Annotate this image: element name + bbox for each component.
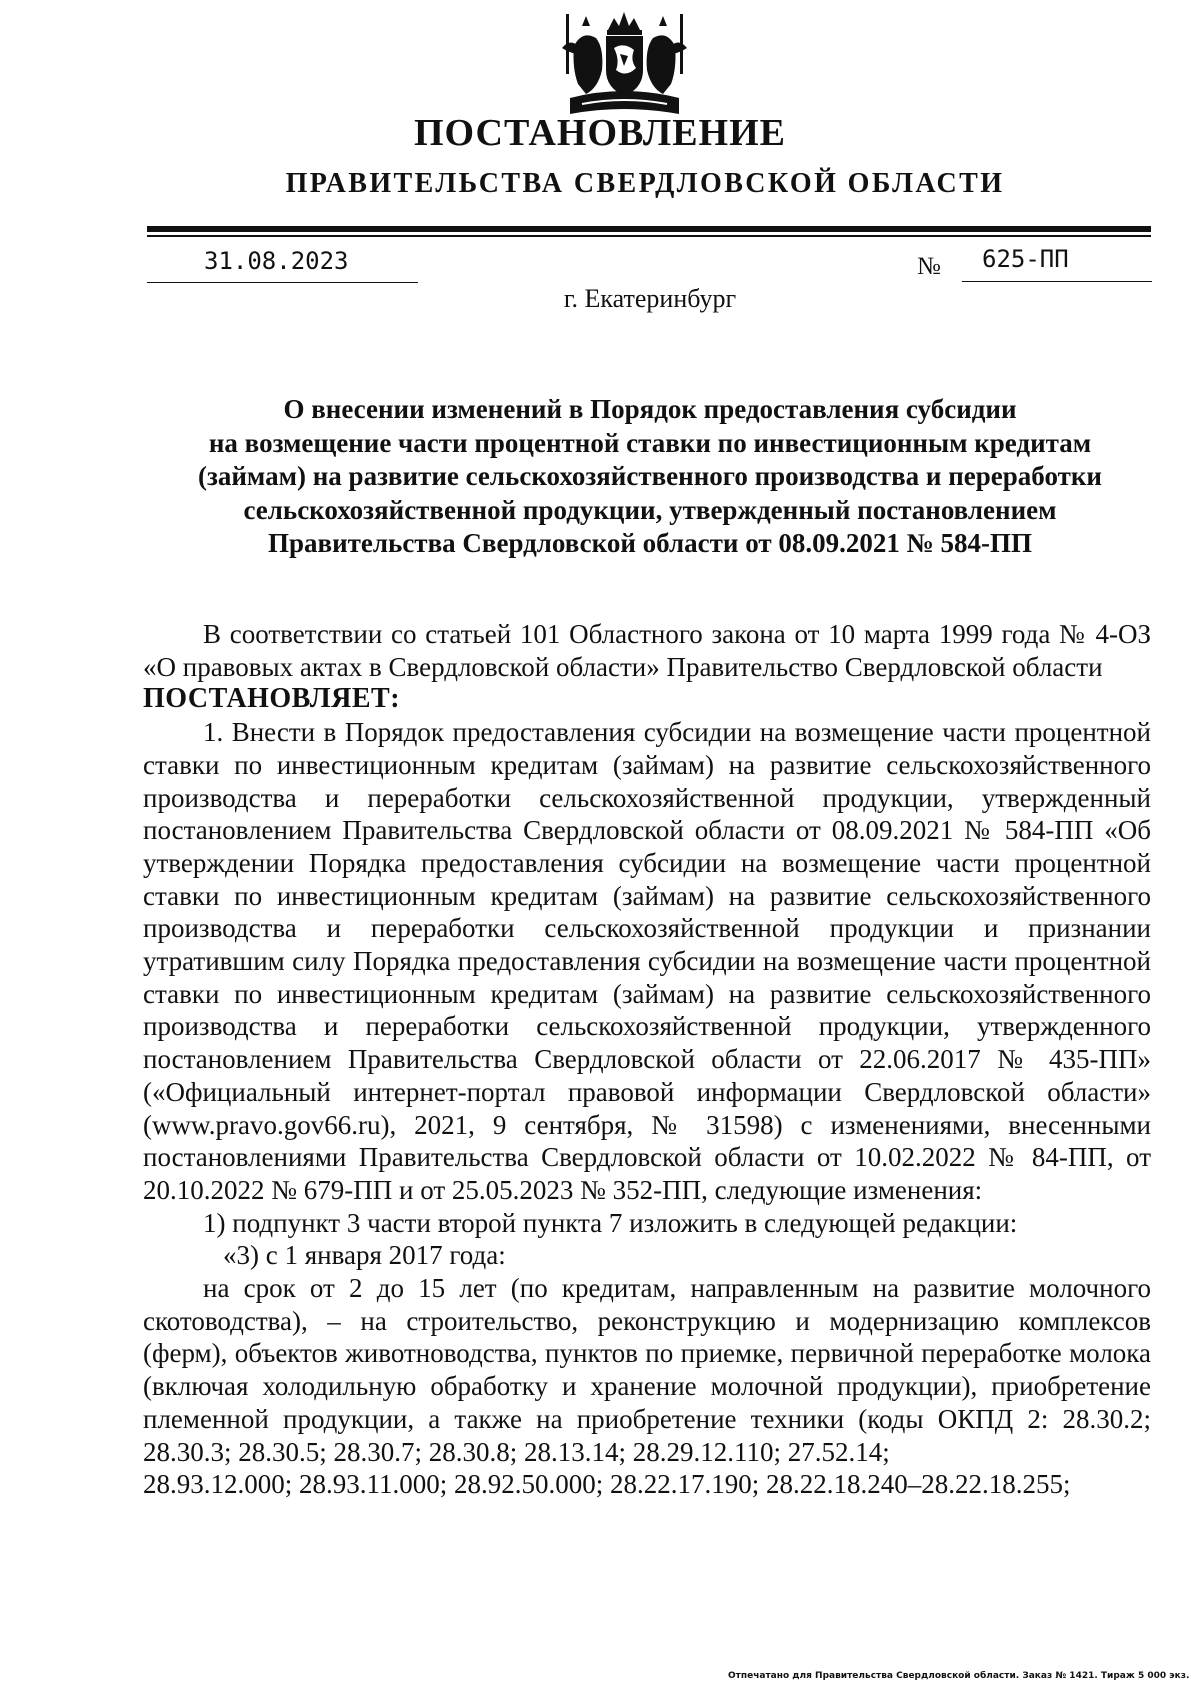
header-rule-thin: [147, 235, 1151, 237]
document-title: ПОСТАНОВЛЕНИЕ: [413, 112, 787, 154]
term-paragraph: на срок от 2 до 15 лет (по кредитам, направленным на развитие молочного скотоводства), – на строительство, реконструкцию и модернизацию комплексов (ферм), объектов животноводства, пунктов по приемке, первичной переработке молока (включая холодильную обработку и хранение молочной продукции), приобретение племенной продукции, а также на приобретение техники (коды ОКПД 2: 28.30.2; 28.30.3; 28.30.5; 28.30.7; 28.30.8; 28.13.14; 28.29.12.110; 27.52.14;: [143, 1273, 1151, 1467]
heading-line: (займам) на развитие сельскохозяйственного производства и переработки: [198, 461, 1102, 491]
quote-paragraph: «3) с 1 января 2017 года:: [223, 1240, 506, 1271]
heading-line: на возмещение части процентной ставки по инвестиционным кредитам: [208, 427, 1092, 458]
print-imprint: Отпечатано для Правительства Свердловской области. Заказ № 1421. Тираж 5 000 экз.: [728, 1671, 1190, 1681]
document-city: г. Екатеринбург: [563, 284, 737, 313]
heading-line: Правительства Свердловской области от 08.09.2021 № 584-ПП: [268, 528, 1032, 558]
resolves-label: ПОСТАНОВЛЯЕТ:: [143, 683, 401, 715]
intro-paragraph: В соответствии со статьей 101 Областного закона от 10 марта 1999 года № 4-ОЗ «О правовых актах в Свердловской области» Правительство Свердловской области: [143, 619, 1151, 682]
codes-line: 28.93.12.000; 28.93.11.000; 28.92.50.000; 28.22.17.190; 28.22.18.240–28.22.18.255;: [143, 1469, 1071, 1500]
subitem-1-paragraph: 1) подпункт 3 части второй пункта 7 изложить в следующей редакции:: [203, 1207, 1018, 1238]
item-1-paragraph: 1. Внести в Порядок предоставления субсидии на возмещение части процентной ставки по инвестиционным кредитам (займам) на развитие сельскохозяйственного производства и переработки сельскохозяйственной продукции, утвержденный постановлением Правительства Свердловской области от 08.09.2021 № 584-ПП «Об утверждении Порядка предоставления субсидии на возмещение части процентной ставки по инвестиционным кредитам (займам) на развитие сельскохозяйственного производства и переработки сельскохозяйственной продукции и признании утратившим силу Порядка предоставления субсидии на возмещение части процентной ставки по инвестиционным кредитам (займам) на развитие сельскохозяйственного производства и переработки сельскохозяйственной продукции, утвержденного постановлением Правительства Свердловской области от 22.06.2017 № 435-ПП» («Официальный интернет-портал правовой информации Свердловской области» (www.pravo.gov66.ru), 2021, 9 сентября, № 31598) с изменениями, внесенными постановлениями Правительства Свердловской области от 10.02.2022 № 84-ПП, от 20.10.2022 № 679-ПП и от 25.05.2023 № 352-ПП, следующие изменения:: [143, 717, 1151, 1205]
document-date: 31.08.2023: [204, 247, 349, 275]
document-body: [143, 618, 1151, 1501]
document-number: 625-ПП: [982, 245, 1069, 273]
header-rule-thick: [147, 226, 1151, 232]
document-subtitle: ПРАВИТЕЛЬСТВА СВЕРДЛОВСКОЙ ОБЛАСТИ: [285, 168, 1005, 199]
number-underline: [962, 281, 1152, 282]
number-sign: №: [917, 253, 941, 280]
heading-line: сельскохозяйственной продукции, утвержденный постановлением: [243, 494, 1057, 525]
heading-line: О внесении изменений в Порядок предоставления субсидии: [283, 394, 1017, 424]
sverdlovsk-coat-of-arms-icon: [552, 8, 697, 120]
date-underline: [147, 282, 418, 283]
document-heading: [150, 393, 1150, 561]
